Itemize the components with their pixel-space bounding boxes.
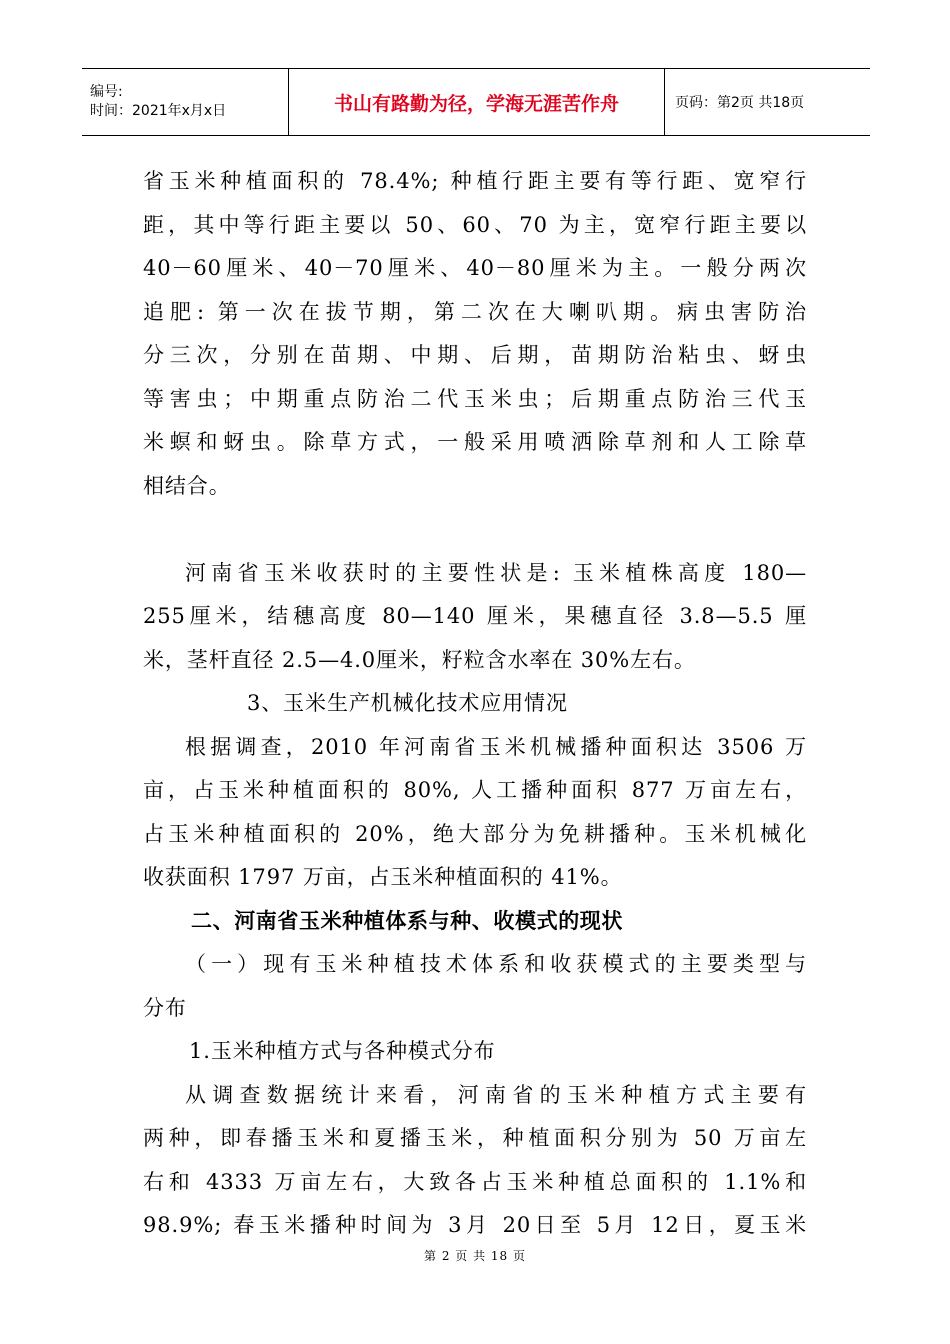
document-body [143,160,807,1248]
document-date: 时间：2021年x月x日 [90,103,227,119]
paragraph-spacer [143,508,807,552]
document-number-label: 编号: [90,84,123,100]
text-line: 米，茎杆直径 2.5—4.0厘米，籽粒含水率在 30%左右。 [143,647,696,672]
text-line: 两种，即春播玉米和夏播玉米，种植面积分别为 50 万亩左 [143,1126,807,1150]
section-2-heading: 二、河南省玉米种植体系与种、收模式的现状 [191,908,623,933]
text-line: 距，其中等行距主要以 50、60、70 为主，宽窄行距主要以 [143,212,807,237]
text-line: （一）现有玉米种植技术体系和收获模式的主要类型与 [185,952,807,976]
header-page-info: 页码：第2页 共18页 [665,69,871,136]
text-line: 从调查数据统计来看，河南省的玉米种植方式主要有 [185,1082,807,1107]
text-line: 右和 4333 万亩左右，大致各占玉米种植总面积的 1.1%和 [143,1169,807,1194]
text-line: 收获面积 1797 万亩，占玉米种植面积的 41%。 [143,865,623,889]
text-line: 追肥: 第一次在拔节期，第二次在大喇叭期。病虫害防治 [143,299,807,324]
text-line: 255厘米，结穗高度 80—140 厘米，果穗直径 3.8—5.5 厘 [143,604,807,628]
text-line: 相结合。 [143,473,231,498]
paragraph-harvest-traits [143,552,807,683]
page-header [82,68,870,136]
header-motto: 书山有路勤为径，学海无涯苦作舟 [289,69,665,136]
text-line: 河南省玉米收获时的主要性状是: 玉米植株高度 180— [185,560,807,585]
paragraph-cultivation-practices [143,160,807,508]
item-1-heading: 1.玉米种植方式与各种模式分布 [189,1039,496,1063]
paragraph-mechanization [143,726,807,900]
paragraph-planting-modes [143,1074,807,1248]
text-line: 等害虫；中期重点防治二代玉米虫；后期重点防治三代玉 [143,386,807,411]
subsection-1-heading [143,943,807,1030]
text-line: 米螟和蚜虫。除草方式，一般采用喷洒除草剂和人工除草 [143,430,807,454]
text-line: 分三次，分别在苗期、中期、后期，苗期防治粘虫、蚜虫 [143,343,807,367]
header-meta [82,69,289,136]
text-line: 占玉米种植面积的 20%，绝大部分为免耕播种。玉米机械化 [143,821,807,846]
text-line: 40－60厘米、40－70厘米、40－80厘米为主。一般分两次 [143,256,807,280]
text-line: 省玉米种植面积的 78.4%; 种植行距主要有等行距、宽窄行 [143,169,807,193]
page-footer: 第 2 页 共 18 页 [424,1249,526,1263]
text-line: 98.9%; 春玉米播种时间为 3月 20日至 5月 12日，夏玉米 [143,1213,807,1237]
text-line: 根据调查，2010 年河南省玉米机械播种面积达 3506 万 [185,734,807,759]
text-line: 分布 [143,995,187,1020]
text-line: 亩，占玉米种植面积的 80%, 人工播种面积 877 万亩左右， [143,778,807,802]
subsection-3-title: 3、玉米生产机械化技术应用情况 [247,691,568,715]
